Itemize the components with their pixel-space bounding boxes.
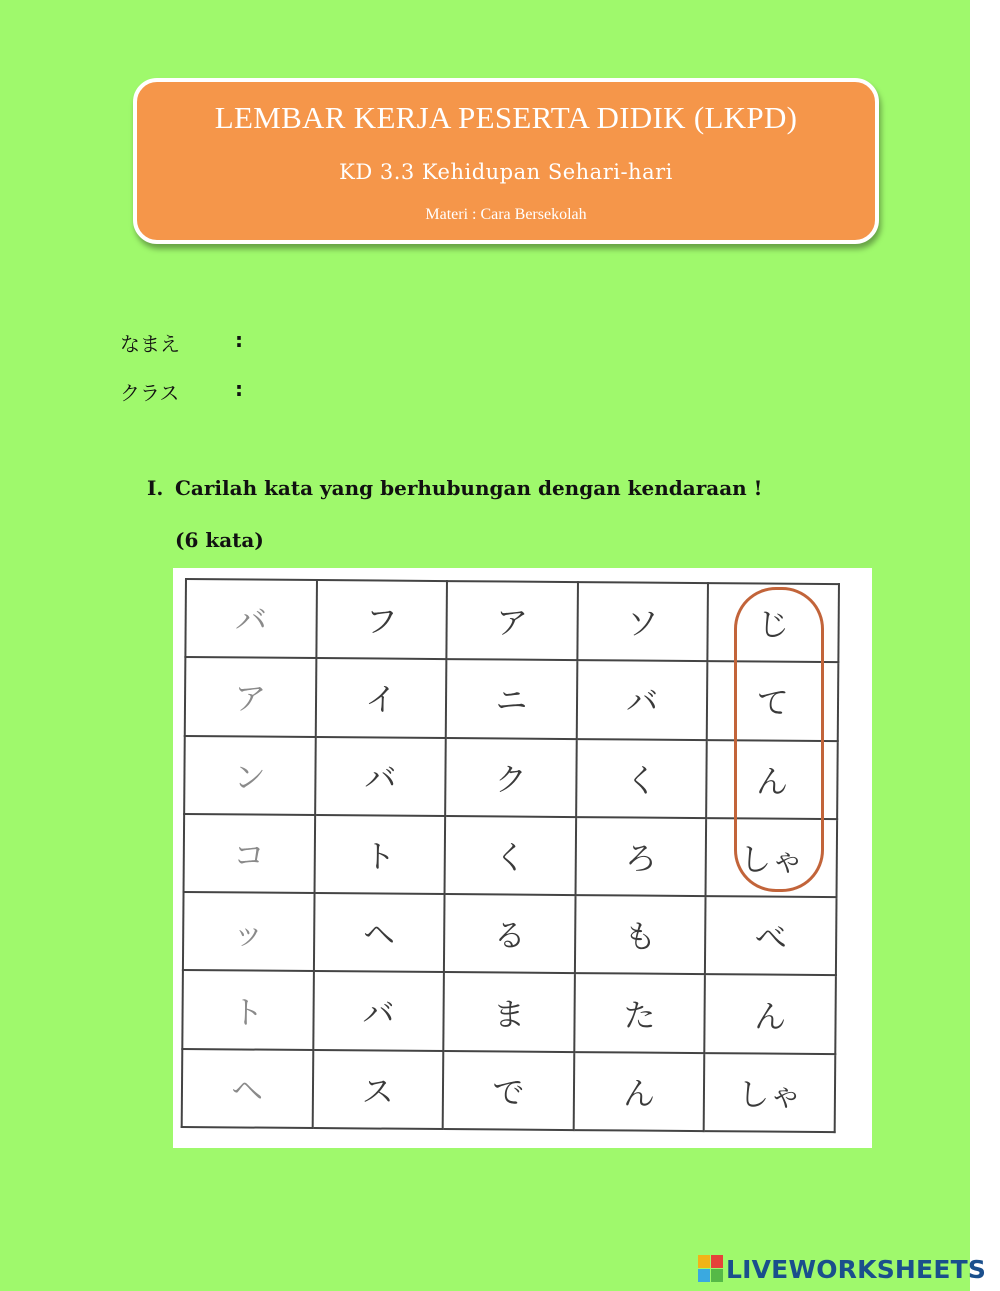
instruction-text: Carilah kata yang berhubungan dengan kendaraan !: [175, 476, 763, 500]
class-colon: :: [235, 377, 243, 401]
class-input[interactable]: [260, 373, 664, 405]
grid-cell[interactable]: ト: [182, 970, 313, 1049]
grid-cell[interactable]: しゃ: [706, 818, 837, 897]
grid-cell[interactable]: ヘ: [182, 1049, 313, 1128]
grid-cell[interactable]: く: [445, 816, 576, 895]
grid-cell[interactable]: ス: [312, 1050, 443, 1129]
grid-cell[interactable]: バ: [185, 579, 316, 658]
brand-logo: [698, 1255, 986, 1285]
grid-cell[interactable]: ん: [707, 740, 838, 819]
grid-cell[interactable]: た: [574, 973, 705, 1052]
word-search-puzzle: [173, 568, 872, 1148]
grid-cell[interactable]: ん: [573, 1052, 704, 1131]
name-input[interactable]: [260, 324, 664, 356]
grid-cell[interactable]: ア: [447, 581, 578, 660]
grid-cell[interactable]: も: [575, 895, 706, 974]
grid-cell[interactable]: く: [576, 739, 707, 818]
grid-cell[interactable]: ッ: [183, 892, 314, 971]
grid-cell[interactable]: しゃ: [704, 1053, 835, 1132]
grid-cell[interactable]: コ: [184, 814, 315, 893]
grid-cell[interactable]: ヘ: [314, 893, 445, 972]
grid-cell[interactable]: ソ: [577, 582, 708, 661]
grid-cell[interactable]: て: [707, 661, 838, 740]
grid-cell[interactable]: フ: [316, 580, 447, 659]
competency-label: KD 3.3 Kehidupan Sehari-hari: [339, 160, 673, 184]
worksheet-title: LEMBAR KERJA PESERTA DIDIK (LKPD): [214, 100, 798, 135]
grid-cell[interactable]: ン: [184, 736, 315, 815]
grid-cell[interactable]: バ: [315, 737, 446, 816]
grid-cell[interactable]: ア: [185, 657, 316, 736]
liveworksheets-icon: [698, 1255, 724, 1283]
header-banner: [133, 78, 879, 244]
grid-row: [182, 970, 836, 1053]
grid-cell[interactable]: ト: [314, 815, 445, 894]
grid-row: [182, 1049, 836, 1132]
name-colon: :: [235, 328, 243, 352]
grid-cell[interactable]: ま: [443, 972, 574, 1051]
grid-cell[interactable]: ク: [445, 738, 576, 817]
grid-cell[interactable]: バ: [313, 971, 444, 1050]
grid-row: [183, 892, 837, 975]
brand-text: LIVEWORKSHEETS: [726, 1255, 987, 1284]
grid-cell[interactable]: バ: [577, 660, 708, 739]
grid-cell[interactable]: る: [444, 894, 575, 973]
grid-cell[interactable]: で: [443, 1051, 574, 1130]
grid-cell[interactable]: べ: [705, 896, 836, 975]
class-label: クラス: [120, 381, 180, 405]
grid-cell[interactable]: ニ: [446, 659, 577, 738]
instruction-heading: [147, 476, 762, 500]
instruction-number: I.: [147, 476, 164, 500]
name-label: なまえ: [120, 332, 180, 356]
word-count: (6 kata): [175, 528, 264, 552]
grid-cell[interactable]: ん: [705, 975, 836, 1054]
grid-cell[interactable]: じ: [708, 583, 839, 662]
grid-cell[interactable]: ろ: [575, 817, 706, 896]
grid-cell[interactable]: イ: [315, 658, 446, 737]
material-label: Materi : Cara Bersekolah: [425, 206, 587, 223]
answer-circle-mark: [734, 587, 824, 892]
